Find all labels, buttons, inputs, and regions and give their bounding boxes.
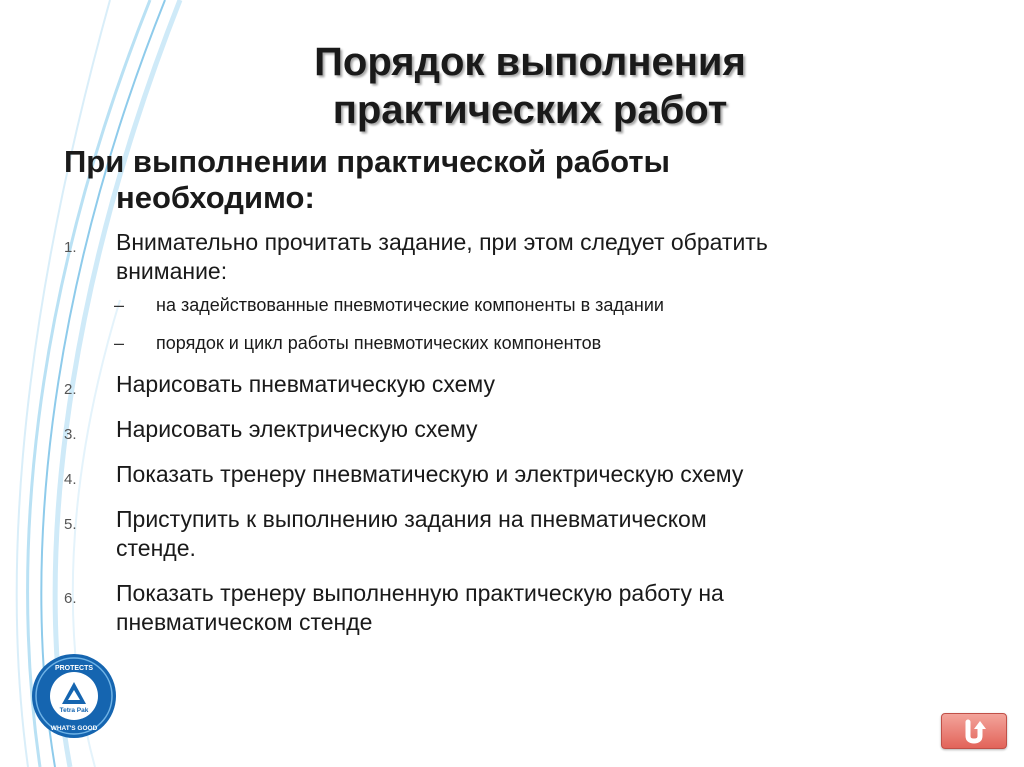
list-item-number: 5. — [64, 516, 77, 533]
return-button[interactable] — [941, 713, 1007, 749]
dash-bullet: – — [114, 295, 125, 315]
list-item-text: Внимательно прочитать задание, при этом следует обратить — [116, 229, 768, 255]
list-item — [64, 579, 964, 637]
list-item — [64, 370, 964, 399]
list-subitem — [64, 332, 964, 354]
steps-list — [64, 228, 964, 637]
list-item-text-continued: стенде. — [116, 535, 196, 561]
logo-text-bottom: WHAT'S GOOD — [50, 725, 98, 732]
list-item — [64, 415, 964, 444]
list-item-text-continued: внимание: — [116, 258, 228, 284]
list-item-text: Нарисовать пневматическую схему — [116, 371, 495, 397]
list-item-text-continued: пневматическом стенде — [116, 609, 373, 635]
list-item — [64, 228, 964, 286]
list-item-number: 4. — [64, 471, 77, 488]
list-item — [64, 505, 964, 563]
slide-title — [180, 38, 880, 134]
list-item-number: 6. — [64, 590, 77, 607]
title-line-2: практических работ — [332, 88, 728, 132]
intro-text — [64, 144, 964, 216]
logo-text-center: Tetra Pak — [59, 707, 89, 714]
list-item-text: Нарисовать электрическую схему — [116, 416, 478, 442]
list-subitem-text: порядок и цикл работы пневмотических компонентов — [156, 333, 602, 353]
list-item-text: Приступить к выполнению задания на пневматическом — [116, 506, 707, 532]
title-line-1: Порядок выполнения — [314, 40, 746, 84]
list-subitem — [64, 294, 964, 316]
return-arrow-icon — [960, 718, 988, 744]
list-item — [64, 460, 964, 489]
list-item-number: 3. — [64, 426, 77, 443]
list-item-text: Показать тренеру пневматическую и электрическую схему — [116, 461, 744, 487]
tetra-pak-logo-icon — [30, 652, 118, 740]
list-subitem-text: на задействованные пневмотические компоненты в задании — [156, 295, 664, 315]
intro-line-2: необходимо: — [116, 180, 315, 215]
intro-line-1: При выполнении практической работы — [64, 144, 670, 179]
list-item-number: 2. — [64, 381, 77, 398]
list-item-number: 1. — [64, 239, 77, 256]
list-item-text: Показать тренеру выполненную практическую работу на — [116, 580, 724, 606]
logo-text-top: PROTECTS — [54, 665, 94, 672]
dash-bullet: – — [114, 333, 125, 353]
